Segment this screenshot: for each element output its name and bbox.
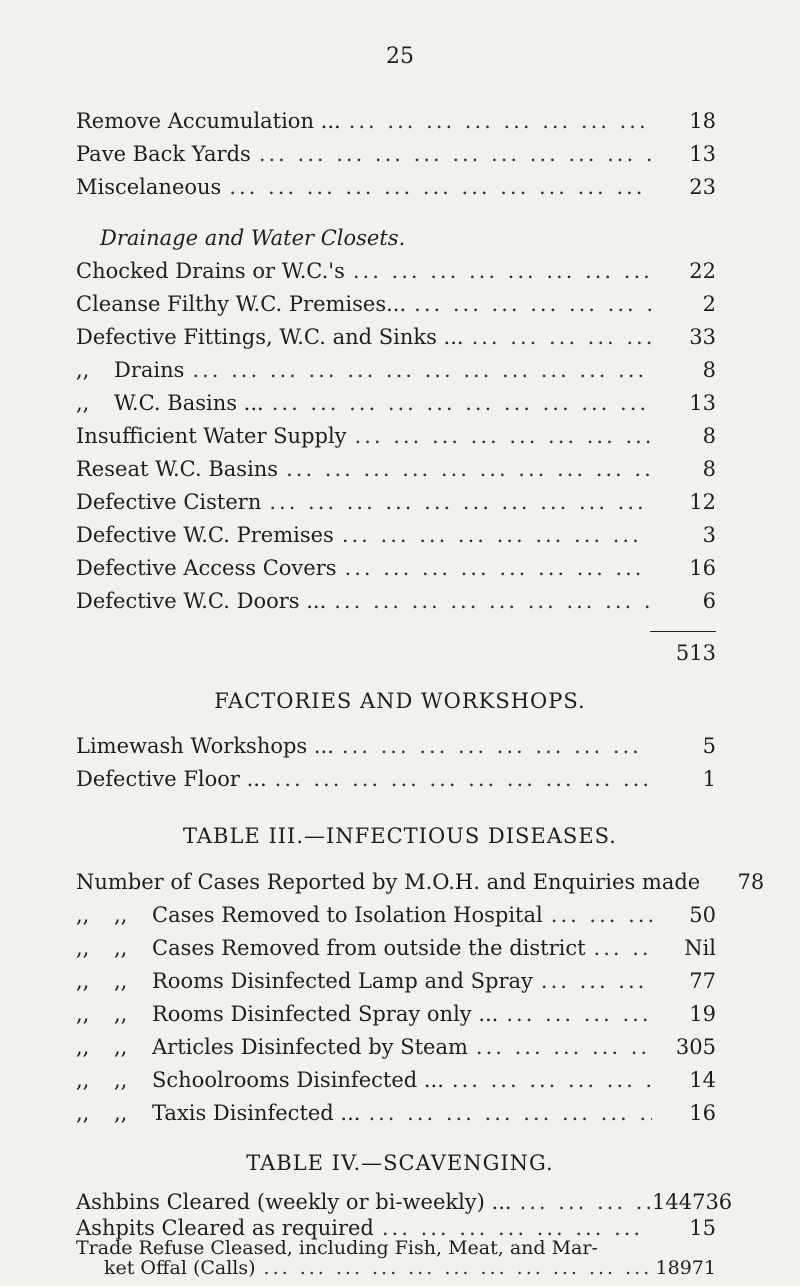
ditto-mark: ,,: [76, 903, 90, 927]
list-item: [76, 325, 716, 355]
item-label: [76, 1068, 444, 1092]
item-text: Drains: [114, 358, 185, 382]
item-value: 13: [689, 391, 716, 415]
list-item: [76, 1068, 716, 1098]
leader-dots: [278, 457, 652, 481]
item-label-line2: ket Offal (Calls): [104, 1257, 256, 1279]
item-label: Ashbins Cleared (weekly or bi-weekly) ...: [76, 1190, 512, 1214]
ditto-mark: ,,: [114, 1002, 128, 1026]
item-value: 1: [702, 767, 716, 791]
item-text: Rooms Disinfected Lamp and Spray: [152, 969, 533, 993]
list-item: [76, 142, 716, 172]
item-label: [76, 1101, 360, 1125]
list-item: [76, 292, 716, 322]
list-item: [76, 903, 716, 933]
item-label: [76, 969, 533, 993]
item-label: Pave Back Yards: [76, 142, 251, 166]
item-text: Rooms Disinfected Spray only ...: [152, 1002, 499, 1026]
list-item: [76, 969, 716, 999]
item-label: Number of Cases Reported by M.O.H. and Enquiries made: [76, 870, 701, 894]
item-label: Defective Access Covers: [76, 556, 337, 580]
list-item: [76, 767, 716, 797]
item-value: 12: [689, 490, 716, 514]
item-label: [76, 1035, 468, 1059]
leader-dots: [326, 589, 652, 613]
item-text: Schoolrooms Disinfected ...: [152, 1068, 444, 1092]
table4-heading: TABLE IV.—SCAVENGING.: [246, 1151, 554, 1175]
leader-dots: [468, 1035, 652, 1059]
ditto-mark: ,,: [76, 391, 90, 415]
item-value: 16: [689, 1101, 716, 1125]
item-value: 2: [702, 292, 716, 316]
item-text: Cases Removed to Isolation Hospital: [152, 903, 543, 927]
drainage-heading: Drainage and Water Closets.: [100, 226, 406, 250]
list-item: [76, 1257, 716, 1283]
item-label: Reseat W.C. Basins: [76, 457, 279, 481]
table3-heading: TABLE III.—INFECTIOUS DISEASES.: [183, 824, 617, 848]
ditto-mark: ,,: [114, 936, 128, 960]
item-label-line1: Trade Refuse Cleased, including Fish, Meat, and Mar-: [76, 1237, 598, 1259]
list-item: [76, 1035, 716, 1065]
item-label: Remove Accumulation ...: [76, 109, 341, 133]
list-item: [76, 457, 716, 487]
item-text: Cases Removed from outside the district: [152, 936, 586, 960]
item-label: Ashpits Cleared as required: [76, 1216, 374, 1240]
ditto-mark: ,,: [76, 358, 90, 382]
leader-dots: [464, 325, 652, 349]
list-item: [76, 109, 716, 139]
item-value: 13: [689, 142, 716, 166]
item-value: Nil: [684, 936, 716, 960]
leader-dots: [267, 767, 652, 791]
ditto-mark: ,,: [114, 1101, 128, 1125]
item-value: 3: [702, 523, 716, 547]
leader-dots: [543, 903, 652, 927]
leader-dots: [347, 424, 652, 448]
leader-dots: [498, 1002, 652, 1026]
ditto-mark: ,,: [76, 1101, 90, 1125]
leader-dots: [337, 556, 652, 580]
item-label: Chocked Drains or W.C.'s: [76, 259, 345, 283]
item-text: Taxis Disinfected ...: [152, 1101, 361, 1125]
list-item: [76, 1002, 716, 1032]
list-item: [76, 490, 716, 520]
item-text: Articles Disinfected by Steam: [152, 1035, 468, 1059]
page-number: 25: [386, 44, 414, 69]
item-label: [76, 391, 264, 415]
item-value: 6: [702, 589, 716, 613]
item-value: 8: [702, 424, 716, 448]
item-value: 14: [689, 1068, 716, 1092]
item-label: Defective Cistern: [76, 490, 262, 514]
ditto-mark: ,,: [114, 1068, 128, 1092]
list-item: [76, 589, 716, 619]
ditto-mark: ,,: [76, 1035, 90, 1059]
leader-dots: [406, 292, 652, 316]
list-item: [76, 936, 716, 966]
leader-dots: [533, 969, 652, 993]
list-item: [76, 1238, 716, 1258]
leader-dots: [512, 1190, 652, 1214]
list-item: [76, 175, 716, 205]
item-label: Defective W.C. Doors ...: [76, 589, 327, 613]
leader-dots: [444, 1068, 652, 1092]
leader-dots: [586, 936, 652, 960]
list-item: [76, 734, 716, 764]
item-value: 16: [689, 556, 716, 580]
ditto-mark: ,,: [114, 969, 128, 993]
leader-dots: [261, 490, 652, 514]
list-item: [76, 870, 765, 900]
ditto-mark: ,,: [114, 1035, 128, 1059]
item-value: 305: [675, 1035, 716, 1059]
item-value: 19: [689, 1002, 716, 1026]
list-item: [76, 358, 716, 388]
leader-dots: [341, 109, 652, 133]
ditto-mark: ,,: [76, 1068, 90, 1092]
list-item: [76, 259, 716, 289]
item-value: 8: [702, 457, 716, 481]
item-label: Defective Fittings, W.C. and Sinks ...: [76, 325, 464, 349]
factories-heading: FACTORIES AND WORKSHOPS.: [214, 689, 586, 713]
item-label: Cleanse Filthy W.C. Premises...: [76, 292, 407, 316]
item-label: [76, 1002, 498, 1026]
ditto-mark: ,,: [76, 936, 90, 960]
item-label: Defective Floor ...: [76, 767, 267, 791]
item-value: 50: [689, 903, 716, 927]
leader-dots: [184, 358, 652, 382]
total-rule: [650, 631, 716, 632]
item-label: Miscelaneous: [76, 175, 222, 199]
ditto-mark: ,,: [76, 1002, 90, 1026]
leader-dots: [251, 142, 652, 166]
ditto-mark: ,,: [76, 969, 90, 993]
leader-dots: [334, 734, 652, 758]
item-value: 23: [689, 175, 716, 199]
item-value: 5: [702, 734, 716, 758]
item-value: 18971: [655, 1257, 716, 1279]
drainage-total: 513: [675, 641, 716, 665]
item-value: 22: [689, 259, 716, 283]
item-value: 8: [702, 358, 716, 382]
list-item: [76, 523, 716, 553]
item-value: 33: [689, 325, 716, 349]
list-item: [76, 424, 716, 454]
item-value: 18: [689, 109, 716, 133]
item-label: [76, 936, 586, 960]
item-value: 15: [689, 1216, 716, 1240]
leader-dots: [334, 523, 652, 547]
item-value: 77: [689, 969, 716, 993]
item-label: [76, 358, 184, 382]
item-label: Insufficient Water Supply: [76, 424, 347, 448]
leader-dots: [256, 1257, 652, 1279]
leader-dots: [221, 175, 652, 199]
item-text: W.C. Basins ...: [114, 391, 264, 415]
item-value: 78: [737, 870, 765, 894]
list-item: [76, 391, 716, 421]
item-label: Defective W.C. Premises: [76, 523, 334, 547]
leader-dots: [360, 1101, 652, 1125]
ditto-mark: ,,: [114, 903, 128, 927]
item-value: 144736: [652, 1190, 733, 1214]
leader-dots: [345, 259, 652, 283]
list-item: [76, 556, 716, 586]
list-item: [76, 1101, 716, 1131]
item-label: [76, 903, 543, 927]
leader-dots: [264, 391, 652, 415]
item-label: Limewash Workshops ...: [76, 734, 334, 758]
